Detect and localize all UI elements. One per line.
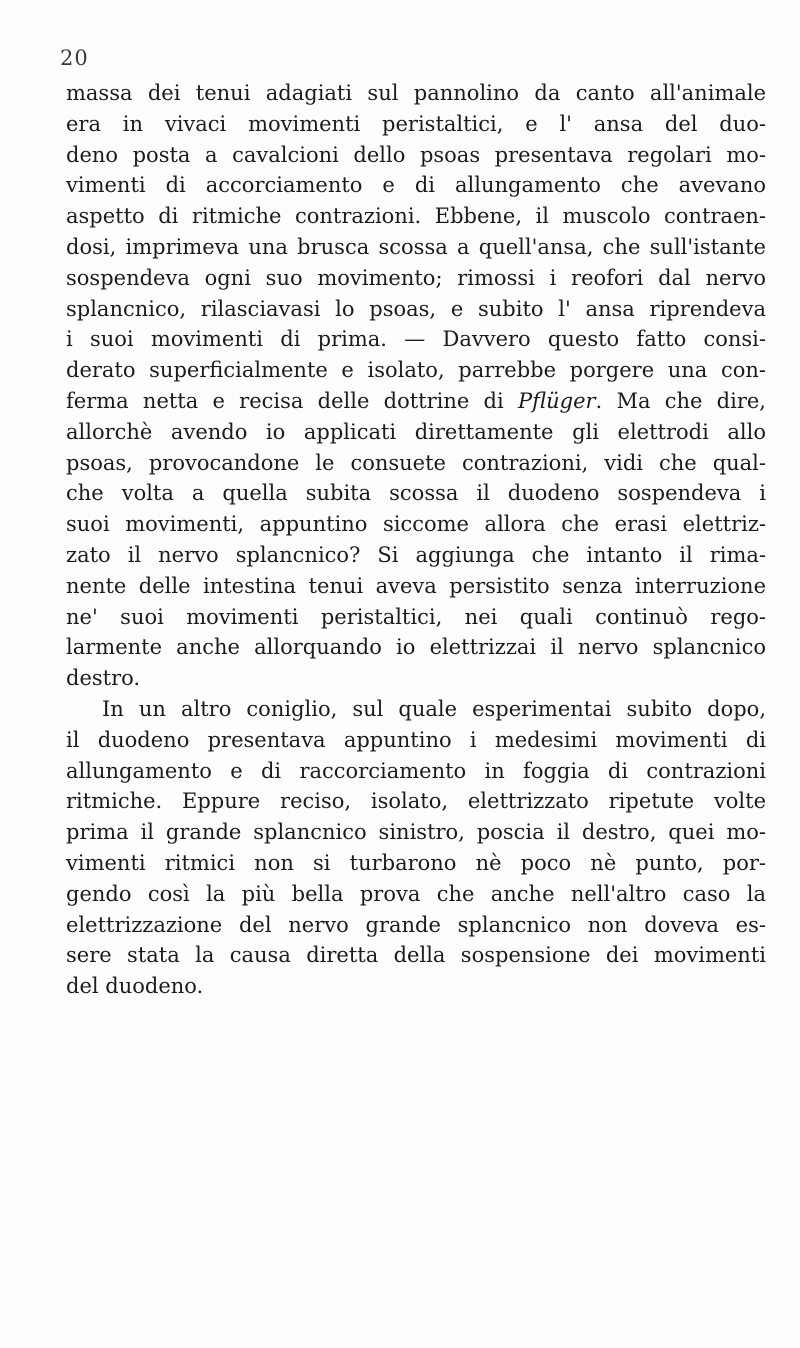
text-segment: . Ma che dire, (595, 388, 766, 413)
text-line: aspetto di ritmiche contrazioni. Ebbene, il muscolo contraen- (66, 204, 766, 229)
text-line: ritmiche. Eppure reciso, isolato, elettrizzato ripetute volte (66, 789, 766, 814)
text-line: larmente anche allorquando io elettrizzai il nervo splancnico (66, 635, 766, 660)
page-number: 20 (60, 46, 89, 70)
text-line: era in vivaci movimenti peristaltici, e l' ansa del duo- (66, 111, 766, 136)
text-line: nente delle intestina tenui aveva persistito senza interruzione (66, 573, 766, 598)
text-line: sospendeva ogni suo movimento; rimossi i reofori dal nervo (66, 265, 766, 290)
text-line: splancnico, rilasciavasi lo psoas, e subito l' ansa riprendeva (66, 296, 766, 321)
text-line: suoi movimenti, appuntino siccome allora che erasi elettriz- (66, 512, 766, 537)
text-line: il duodeno presentava appuntino i medesimi movimenti di (66, 727, 766, 752)
text-line: destro. (66, 666, 141, 691)
text-line: In un altro coniglio, sul quale esperimentai subito dopo, (102, 696, 766, 721)
body-text (66, 78, 766, 1002)
cited-author: Pflüger (517, 388, 596, 413)
text-line: ne' suoi movimenti peristaltici, nei quali continuò rego- (66, 604, 766, 629)
text-line: vimenti ritmici non si turbarono nè poco nè punto, por- (66, 850, 766, 875)
text-line: del duodeno. (66, 974, 204, 999)
text-line: derato superficialmente e isolato, parrebbe porgere una con- (66, 358, 766, 383)
text-line: che volta a quella subita scossa il duodeno sospendeva i (66, 481, 766, 506)
text-line: deno posta a cavalcioni dello psoas presentava regolari mo- (66, 142, 766, 167)
text-line: prima il grande splancnico sinistro, poscia il destro, quei mo- (66, 820, 766, 845)
text-line: sere stata la causa diretta della sospensione dei movimenti (66, 943, 766, 968)
text-line: elettrizzazione del nervo grande splancnico non doveva es- (66, 912, 766, 937)
text-line: i suoi movimenti di prima. — Davvero questo fatto consi- (66, 327, 766, 352)
text-line: gendo così la più bella prova che anche nell'altro caso la (66, 881, 766, 906)
text-line: vimenti di accorciamento e di allungamento che avevano (66, 173, 766, 198)
text-segment: ferma netta e recisa delle dottrine di (66, 388, 504, 413)
text-line: allorchè avendo io applicati direttamente gli elettrodi allo (66, 419, 766, 444)
text-line: dosi, imprimeva una brusca scossa a quell'ansa, che sull'istante (66, 234, 766, 259)
text-line: allungamento e di raccorciamento in foggia di contrazioni (66, 758, 766, 783)
text-line: zato il nervo splancnico? Si aggiunga che intanto il rima- (66, 542, 766, 567)
text-line-with-citation (66, 386, 766, 417)
text-line: psoas, provocandone le consuete contrazioni, vidi che qual- (66, 450, 766, 475)
text-line: massa dei tenui adagiati sul pannolino da canto all'animale (66, 81, 766, 105)
